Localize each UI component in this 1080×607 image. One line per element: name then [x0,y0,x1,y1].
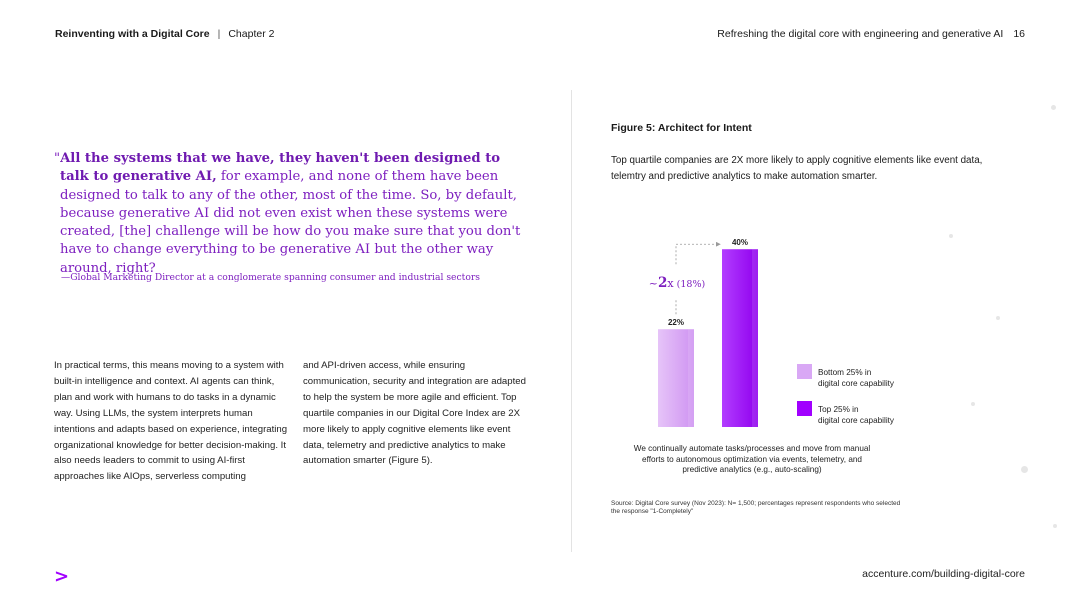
body-column-2: and API-driven access, while ensuring communication, security and integration are adapted to help the system be more agile and efficient. Top quartile companies in our Digital Core Index are 2X more likely to apply cognitive elements like event data, telemetry and predictive analytics to make automation smarter (Figure 5). [303,360,526,467]
body-column-1: In practical terms, this means moving to a system with built-in intelligence and context. AI agents can think, plan and work with humans to do tasks in a dynamic way. Using LLMs, the system interprets human intentions and adapts based on experience, integrating organizational knowledge for better decision-making. It also needs leaders to commit to using AI-first approaches like AIOps, serverless computing [54,360,288,483]
decorative-dot [1021,466,1028,473]
quote-open-mark: " [54,151,61,166]
bar-sheen [752,249,758,427]
legend-swatch-top [797,401,812,416]
figure-description: Top quartile companies are 2X more likely to apply cognitive elements like event data, telemtry and predictive analytics to make automation smarter. [611,155,983,182]
legend-label-top [818,405,894,427]
decorative-dot [971,402,975,406]
legend-label-bottom-line2: digital core capability [818,378,895,388]
footer-url-link[interactable]: accenture.com/building-digital-core [862,568,1025,580]
bar-chart [600,215,800,435]
figure-caption: We continually automate tasks/processes and move from manual efforts to autonomous optimization via events, telemetry, and predictive analytics (e.g., auto-scaling) [633,444,871,475]
header-separator: | [217,28,221,40]
annotation-multiplier: 2 [658,275,668,292]
decorative-dot [949,234,953,238]
bar-sheen [688,329,694,427]
annotation-multiplier-suffix: x [667,277,674,291]
quote-rest-text: for example, and none of them have been designed to talk to any of the other, most of the time. So, by default, because generative AI did not even exist when these systems were created, [the] challenge will be how do you make sure that you don't have to change everything to be generative AI but the other way around, right? [60,169,521,276]
bar-value-label: 22% [667,318,685,328]
legend-swatch-bottom [797,364,812,379]
figure-source: Source: Digital Core survey (Nov 2023): N= 1,500; percentages represent respondents who selected the response "1-Completely" [611,500,901,516]
decorative-dot [1051,105,1056,110]
chapter-label: Chapter 2 [228,28,275,40]
legend-label-bottom-line1: Bottom 25% in [818,368,872,377]
quote-text [54,150,532,278]
comparison-annotation [649,275,705,291]
pull-quote [54,150,532,278]
accenture-logo[interactable]: > [54,566,70,587]
legend-label-bottom [818,368,894,390]
section-header [717,28,1025,40]
decorative-dot [1053,524,1057,528]
quote-strong-text: All the systems that we have, they haven't been designed to talk to generative AI, [60,151,501,185]
annotation-prefix: ~ [648,277,659,291]
page-number: 16 [1013,28,1025,40]
section-title: Refreshing the digital core with engineering and generative AI [717,28,1004,40]
quote-attribution: —Global Marketing Director at a conglomerate spanning consumer and industrial sectors [61,272,480,283]
decorative-dot [996,316,1000,320]
column-divider [571,90,572,552]
legend-label-top-line1: Top 25% in [818,405,859,414]
document-title: Reinventing with a Digital Core [55,28,210,40]
annotation-detail: (18%) [673,279,706,291]
figure-title: Figure 5: Architect for Intent [611,122,752,134]
legend-label-top-line2: digital core capability [818,415,895,425]
bar-value-label: 40% [731,238,749,248]
running-header [55,28,274,40]
